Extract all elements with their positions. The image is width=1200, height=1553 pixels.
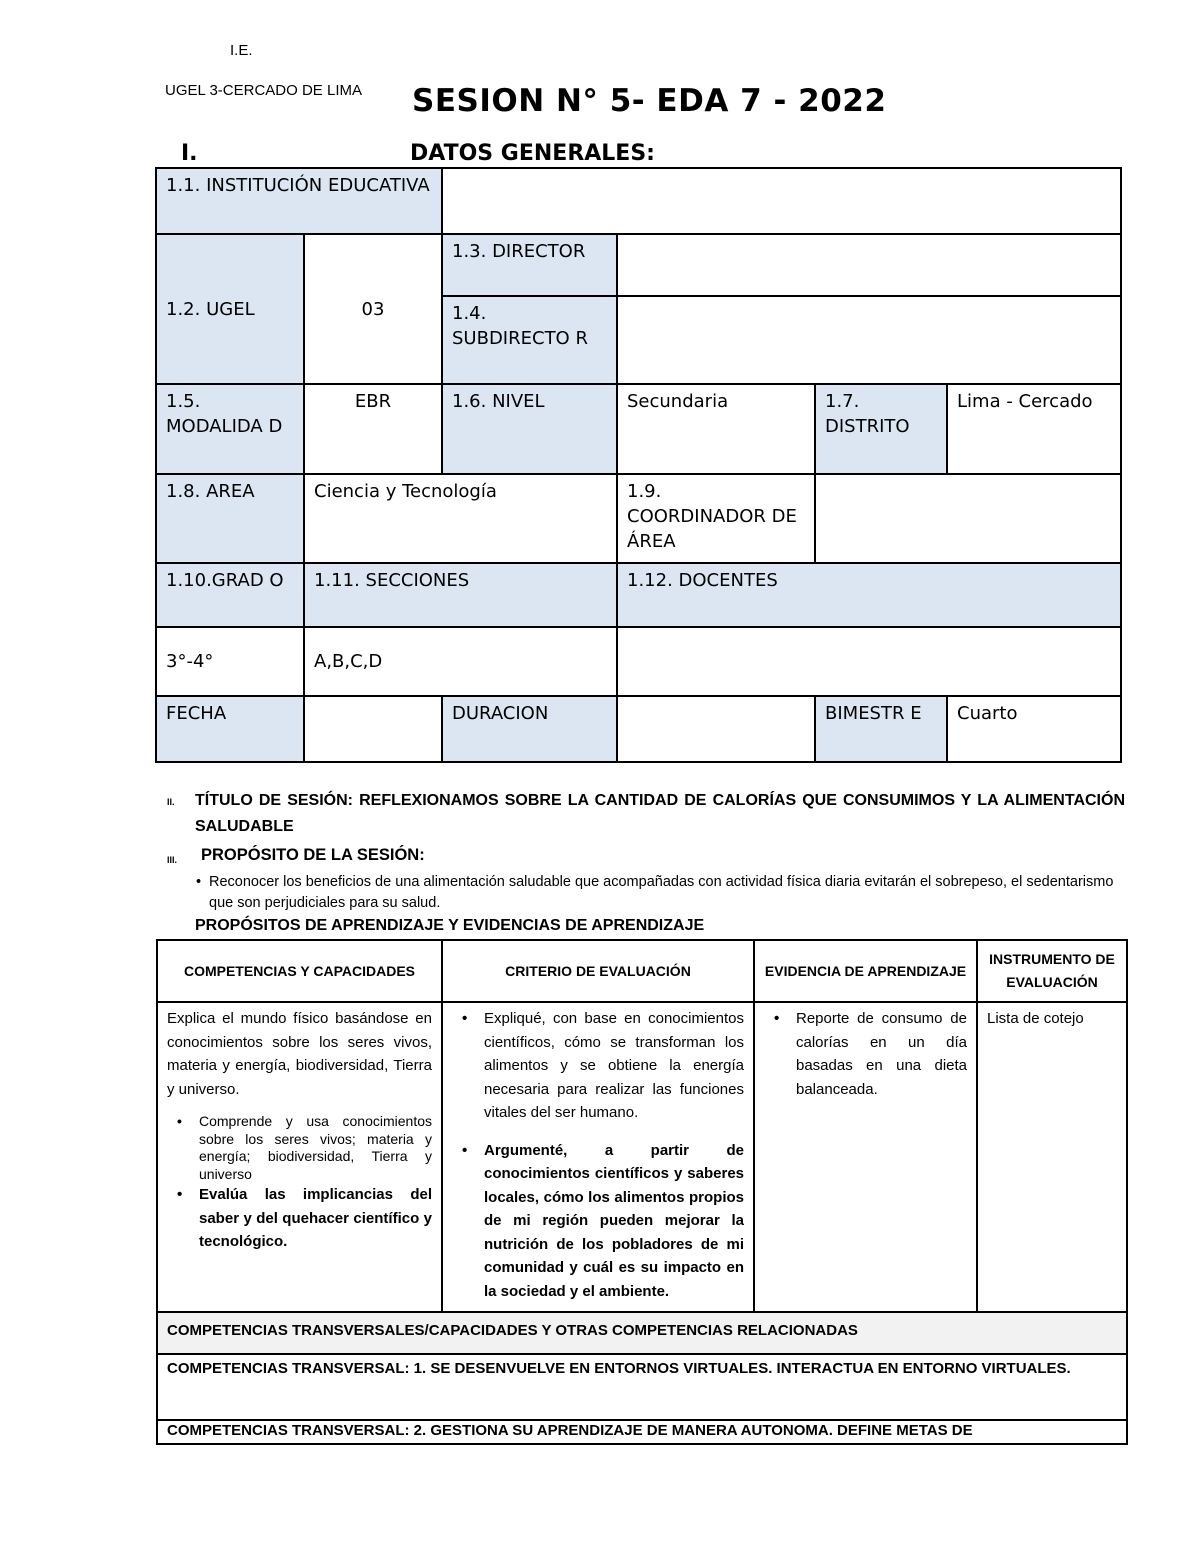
secciones-label: 1.11. SECCIONES	[304, 563, 617, 627]
purpose-bullet	[197, 872, 1127, 914]
evidencia-list	[764, 1007, 967, 1101]
criterio-item: • Argumenté, a partir de conocimientos científicos y saberes locales, cómo los alimentos propios de mi región pueden mejorar la nutrición de los pobladores de mi comunidad y cuál es su impacto en la sociedad y el ambiente.	[452, 1139, 744, 1304]
header-criterio: CRITERIO DE EVALUACIÓN	[442, 940, 754, 1002]
bullet-icon: •	[196, 874, 202, 890]
director-value	[617, 234, 1121, 296]
ugel-header: UGEL 3-CERCADO DE LIMA	[165, 82, 362, 99]
capacidad-item: • Comprende y usa conocimientos sobre los seres vivos; materia y energía; biodiversidad, Tierra y universo	[167, 1113, 432, 1183]
section-1-title: DATOS GENERALES:	[410, 141, 655, 166]
ugel-value: 03	[304, 234, 442, 384]
distrito-value: Lima - Cercado	[947, 384, 1121, 474]
bimestre-value: Cuarto	[947, 696, 1121, 762]
nivel-value: Secundaria	[617, 384, 815, 474]
section-2-number: II.	[167, 797, 175, 807]
bimestre-label: BIMESTR E	[815, 696, 947, 762]
modalidad-value: EBR	[304, 384, 442, 474]
datos-generales-table	[155, 167, 1122, 763]
competencias-table	[156, 939, 1128, 1445]
header-instrumento: INSTRUMENTO DE EVALUACIÓN	[977, 940, 1127, 1002]
institucion-value	[442, 168, 1121, 234]
duracion-label: DURACION	[442, 696, 617, 762]
institucion-label: 1.1. INSTITUCIÓN EDUCATIVA	[156, 168, 442, 234]
section-1-number: I.	[181, 141, 198, 166]
transversales-header: COMPETENCIAS TRANSVERSALES/CAPACIDADES Y OTRAS COMPETENCIAS RELACIONADAS	[157, 1312, 1127, 1354]
coordinador-value	[815, 474, 1121, 563]
criterios-list	[452, 1007, 744, 1303]
fecha-value	[304, 696, 442, 762]
page-title: SESION N° 5- EDA 7 - 2022	[412, 83, 887, 119]
fecha-label: FECHA	[156, 696, 304, 762]
section-3-title: PROPÓSITO DE LA SESIÓN:	[201, 846, 425, 864]
duracion-value	[617, 696, 815, 762]
transversal-1: COMPETENCIAS TRANSVERSAL: 1. SE DESENVUELVE EN ENTORNOS VIRTUALES. INTERACTUA EN ENTORNO VIRTUALES.	[157, 1354, 1127, 1420]
ie-label: I.E.	[230, 42, 253, 59]
subdirector-value	[617, 296, 1121, 384]
coordinador-label: 1.9. COORDINADOR DE ÁREA	[617, 474, 815, 563]
distrito-label: 1.7. DISTRITO	[815, 384, 947, 474]
grado-value: 3°-4°	[156, 627, 304, 696]
subdirector-label: 1.4. SUBDIRECTO R	[442, 296, 617, 384]
transversal-2: COMPETENCIAS TRANSVERSAL: 2. GESTIONA SU APRENDIZAJE DE MANERA AUTONOMA. DEFINE METAS DE	[157, 1420, 1127, 1444]
docentes-value	[617, 627, 1121, 696]
evidencia-item: • Reporte de consumo de calorías en un día basadas en una dieta balanceada.	[764, 1007, 967, 1101]
director-label: 1.3. DIRECTOR	[442, 234, 617, 296]
evidencia-cell	[754, 1002, 977, 1312]
area-label: 1.8. AREA	[156, 474, 304, 563]
capacidad-item: • Evalúa las implicancias del saber y del quehacer científico y tecnológico.	[167, 1183, 432, 1254]
nivel-label: 1.6. NIVEL	[442, 384, 617, 474]
area-value: Ciencia y Tecnología	[304, 474, 617, 563]
competencias-cell	[157, 1002, 442, 1312]
propositos-subtitle: PROPÓSITOS DE APRENDIZAJE Y EVIDENCIAS DE APRENDIZAJE	[195, 917, 705, 934]
grado-label: 1.10.GRAD O	[156, 563, 304, 627]
docentes-label: 1.12. DOCENTES	[617, 563, 1121, 627]
header-evidencia: EVIDENCIA DE APRENDIZAJE	[754, 940, 977, 1002]
purpose-text: Reconocer los beneficios de una alimentación saludable que acompañadas con actividad física diaria evitarán el sobrepeso, el sedentarismo que son perjudiciales para su salud.	[209, 874, 1114, 911]
secciones-value: A,B,C,D	[304, 627, 617, 696]
header-competencias: COMPETENCIAS Y CAPACIDADES	[157, 940, 442, 1002]
criterio-item: • Expliqué, con base en conocimientos científicos, cómo se transforman los alimentos y se obtiene la energía necesaria para realizar las funciones vitales del ser humano.	[452, 1007, 744, 1125]
section-3-number: III.	[167, 855, 178, 865]
session-title: TÍTULO DE SESIÓN: REFLEXIONAMOS SOBRE LA CANTIDAD DE CALORÍAS QUE CONSUMIMOS Y LA ALIMENTACIÓN SALUDABLE	[195, 792, 1125, 835]
criterio-cell	[442, 1002, 754, 1312]
ugel-label: 1.2. UGEL	[156, 234, 304, 384]
modalidad-label: 1.5. MODALIDA D	[156, 384, 304, 474]
capacidades-list	[167, 1113, 432, 1254]
competencia-text: Explica el mundo físico basándose en conocimientos sobre los seres vivos, materia y energía, biodiversidad, Tierra y universo.	[167, 1010, 432, 1098]
instrumento-value: Lista de cotejo	[977, 1002, 1127, 1312]
